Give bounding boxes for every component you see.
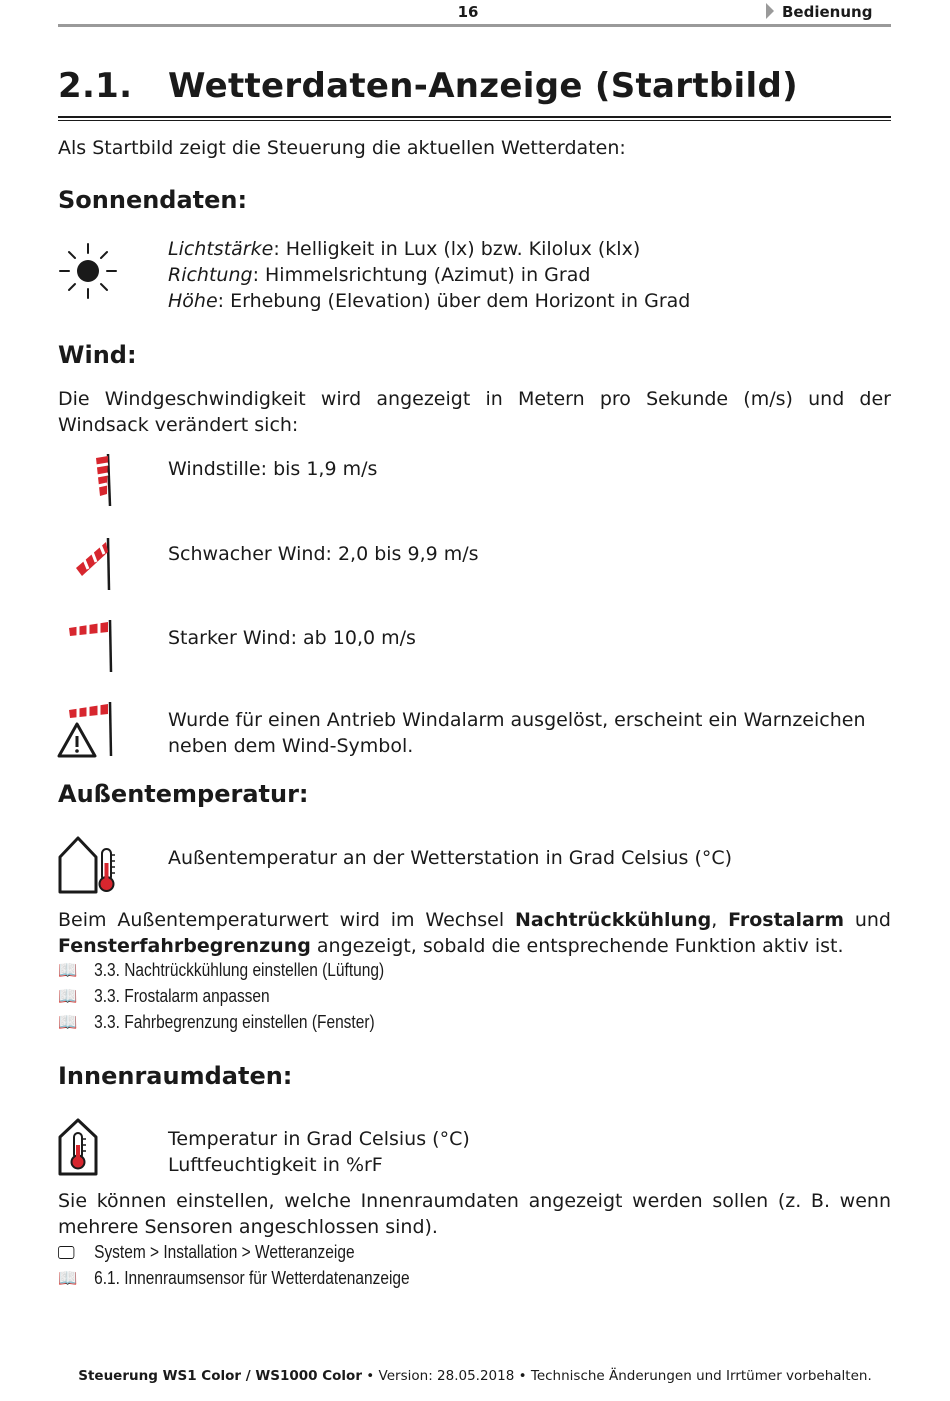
sun-line-direction: Richtung: Himmelsrichtung (Azimut) in Grad	[168, 264, 591, 286]
sun-icon	[58, 242, 118, 302]
title-number: 2.1.	[58, 66, 133, 106]
windsock-calm-icon	[88, 452, 120, 508]
term-frostalarm: Frostalarm	[728, 909, 844, 931]
term-nachtrueckkuehlung: Nachtrückkühlung	[514, 909, 712, 931]
term-fensterfahrbegrenzung: Fensterfahrbegrenzung	[58, 934, 311, 957]
page-number: 16	[457, 3, 479, 21]
heading-innenraumdaten: Innenraumdaten:	[58, 1062, 293, 1090]
aussentemperatur-desc: Außentemperatur an der Wetterstation in Grad Celsius (°C)	[168, 847, 733, 869]
book-icon: 📖	[58, 1012, 78, 1032]
ref-nachtrueckkuehlung[interactable]: 📖 3.3. Nachtrückkühlung einstellen (Lüftung)	[58, 960, 385, 980]
wind-calm-text: Windstille: bis 1,9 m/s	[168, 458, 378, 480]
wind-weak-text: Schwacher Wind: 2,0 bis 9,9 m/s	[168, 543, 479, 565]
section-tab	[766, 3, 872, 21]
sun-line-brightness: Lichtstärke: Helligkeit in Lux (lx) bzw. Kilolux (klx)	[168, 238, 641, 260]
section-label: Bedienung	[782, 3, 873, 21]
footer-version: • Version: 28.05.2018 • Technische Änderungen und Irrtümer vorbehalten.	[362, 1368, 872, 1384]
windsock-weak-icon	[72, 536, 116, 592]
indoor-thermometer-icon	[58, 1117, 102, 1177]
book-icon: 📖	[58, 960, 78, 980]
footer	[0, 1368, 950, 1384]
heading-wind: Wind:	[58, 341, 137, 369]
indoor-line-temperature: Temperatur in Grad Celsius (°C)	[168, 1128, 470, 1150]
innenraumdaten-list	[168, 1126, 470, 1178]
ref-fahrbegrenzung[interactable]: 📖 3.3. Fahrbegrenzung einstellen (Fenster)	[58, 1012, 375, 1032]
page-title	[58, 66, 798, 106]
warning-triangle-icon	[59, 724, 95, 756]
windsock-alarm-icon	[58, 700, 116, 760]
ref-frostalarm[interactable]: 📖 3.3. Frostalarm anpassen	[58, 986, 270, 1006]
windsock-strong-icon	[66, 618, 116, 674]
heading-aussentemperatur: Außentemperatur:	[58, 780, 309, 808]
footer-product: Steuerung WS1 Color / WS1000 Color	[78, 1368, 362, 1384]
menu-path-wetteranzeige[interactable]: System > Installation > Wetteranzeige	[58, 1242, 355, 1263]
indoor-line-humidity: Luftfeuchtigkeit in %rF	[168, 1154, 383, 1176]
menu-screen-icon	[58, 1242, 94, 1263]
wind-strong-text: Starker Wind: ab 10,0 m/s	[168, 627, 416, 649]
ref-innenraumsensor[interactable]: 📖 6.1. Innenraumsensor für Wetterdatenanzeige	[58, 1268, 410, 1288]
heading-sonnendaten: Sonnendaten:	[58, 186, 248, 214]
title-rule-thin	[58, 120, 891, 121]
wind-text: Die Windgeschwindigkeit wird angezeigt in Metern pro Sekunde (m/s) und der Windsack verändert sich:	[58, 388, 891, 436]
header-divider	[58, 24, 891, 27]
book-icon: 📖	[58, 1268, 78, 1288]
section-arrow-icon	[766, 3, 774, 19]
aussentemperatur-para: Beim Außentemperaturwert wird im Wechsel Nachtrückkühlung, Frostalarm und Fensterfahrbegrenzung angezeigt, sobald die entsprechende Funktion aktiv ist.	[58, 909, 891, 957]
innenraumdaten-text: Sie können einstellen, welche Innenraumdaten angezeigt werden sollen (z. B. wenn mehrere Sensoren angeschlossen sind).	[58, 1190, 891, 1238]
book-icon: 📖	[58, 986, 78, 1006]
sonnendaten-list	[168, 236, 690, 314]
title-rule	[58, 116, 891, 118]
sun-line-elevation: Höhe: Erhebung (Elevation) über dem Horizont in Grad	[168, 290, 691, 312]
intro-text: Als Startbild zeigt die Steuerung die aktuellen Wetterdaten:	[58, 137, 626, 159]
title-text: Wetterdaten-Anzeige (Startbild)	[168, 66, 798, 106]
wind-alarm-text: Wurde für einen Antrieb Windalarm ausgelöst, erscheint ein Warnzeichen neben dem Wind-Symbol.	[168, 709, 866, 757]
outdoor-thermometer-icon	[58, 835, 120, 895]
